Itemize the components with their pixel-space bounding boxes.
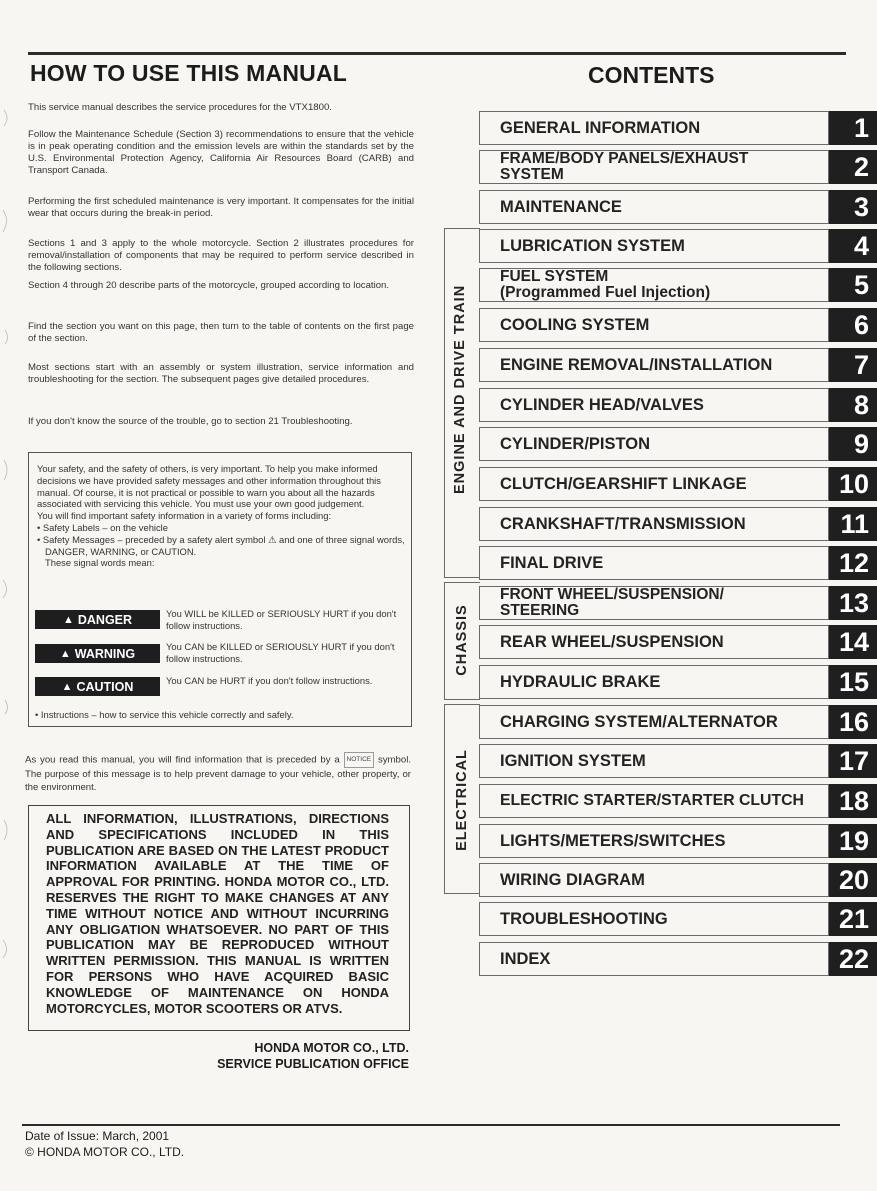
toc-item-1[interactable] <box>479 111 829 145</box>
publisher-office: SERVICE PUBLICATION OFFICE <box>217 1057 409 1071</box>
toc-item-7[interactable] <box>479 348 829 382</box>
toc-number-5[interactable]: 5 <box>829 268 877 302</box>
toc-number-1[interactable]: 1 <box>829 111 877 145</box>
group-label-engine: ENGINE AND DRIVE TRAIN <box>452 284 468 494</box>
toc-title: HYDRAULIC BRAKE <box>500 672 661 691</box>
safety-bullet-messages: • Safety Messages – preceded by a safety alert symbol ⚠ and one of three signal words, DANGER, WARNING, or CAUTION. <box>37 533 405 557</box>
alert-triangle-icon: ▲ <box>61 680 73 693</box>
instructions-note: • Instructions – how to service this vehicle correctly and safely. <box>35 709 294 720</box>
toc-number-12[interactable]: 12 <box>829 546 877 580</box>
troubleshooting-paragraph: If you don't know the source of the trouble, go to section 21 Troubleshooting. <box>28 416 353 427</box>
manual-heading: HOW TO USE THIS MANUAL <box>30 60 348 86</box>
toc-item-9[interactable] <box>479 427 829 461</box>
toc-number-7[interactable]: 7 <box>829 348 877 382</box>
caution-description: You CAN be HURT if you don't follow instructions. <box>166 675 373 686</box>
toc-item-14[interactable] <box>479 625 829 659</box>
danger-badge <box>35 610 160 629</box>
toc-number-19[interactable]: 19 <box>829 824 877 858</box>
caution-label: CAUTION <box>76 679 134 694</box>
toc-title: CRANKSHAFT/TRANSMISSION <box>500 514 746 533</box>
toc-item-21[interactable] <box>479 902 829 936</box>
toc-title: IGNITION SYSTEM <box>500 751 646 770</box>
toc-title-line2: STEERING <box>500 602 580 619</box>
warning-badge <box>35 644 160 663</box>
group-label-chassis: CHASSIS <box>454 604 470 676</box>
toc-title: FRAME/BODY PANELS/EXHAUST <box>500 150 749 167</box>
toc-title-line2: SYSTEM <box>500 166 564 183</box>
sections-location-paragraph: Section 4 through 20 describe parts of the motorcycle, grouped according to location. <box>28 280 390 291</box>
toc-item-22[interactable] <box>479 942 829 976</box>
toc-title: ELECTRIC STARTER/STARTER CLUTCH <box>500 792 804 809</box>
toc-item-13[interactable] <box>479 586 829 620</box>
notice-text-before: As you read this manual, you will find information that is preceded by a <box>25 754 340 766</box>
danger-label: DANGER <box>77 612 133 627</box>
section-structure-paragraph: Most sections start with an assembly or system illustration, service information and troubleshooting for the section. The subsequent pages give detailed procedures. <box>28 362 414 385</box>
issue-date: Date of Issue: March, 2001 <box>25 1129 170 1143</box>
safety-bullet-labels: • Safety Labels – on the vehicle <box>37 521 168 533</box>
group-label-electrical: ELECTRICAL <box>454 749 470 851</box>
toc-title: WIRING DIAGRAM <box>500 870 645 889</box>
toc-title: GENERAL INFORMATION <box>500 118 701 137</box>
toc-title: FRONT WHEEL/SUSPENSION/ <box>500 586 724 603</box>
toc-item-8[interactable] <box>479 388 829 422</box>
toc-number-21[interactable]: 21 <box>829 902 877 936</box>
caution-badge <box>35 677 160 696</box>
intro-paragraph: This service manual describes the service procedures for the VTX1800. <box>28 102 332 113</box>
toc-number-4[interactable]: 4 <box>829 229 877 263</box>
toc-number-6[interactable]: 6 <box>829 308 877 342</box>
top-rule <box>28 52 846 55</box>
toc-item-15[interactable] <box>479 665 829 699</box>
toc-title: CHARGING SYSTEM/ALTERNATOR <box>500 712 778 731</box>
notice-text-after: symbol. The purpose of this message is to help prevent damage to your vehicle, other property, or the environment. <box>25 754 411 793</box>
toc-number-16[interactable]: 16 <box>829 705 877 739</box>
contents-heading: CONTENTS <box>588 62 715 88</box>
toc-title: TROUBLESHOOTING <box>500 909 668 928</box>
toc-title: LUBRICATION SYSTEM <box>500 236 685 255</box>
toc-number-8[interactable]: 8 <box>829 388 877 422</box>
toc-number-20[interactable]: 20 <box>829 863 877 897</box>
find-section-paragraph: Find the section you want on this page, then turn to the table of contents on the first page of the section. <box>28 321 414 344</box>
toc-item-3[interactable] <box>479 190 829 224</box>
toc-item-11[interactable] <box>479 507 829 541</box>
toc-title: FINAL DRIVE <box>500 553 604 572</box>
toc-item-10[interactable] <box>479 467 829 501</box>
safety-box <box>28 452 412 727</box>
toc-number-17[interactable]: 17 <box>829 744 877 778</box>
toc-title: CYLINDER/PISTON <box>500 434 651 453</box>
toc-number-15[interactable]: 15 <box>829 665 877 699</box>
toc-number-2[interactable]: 2 <box>829 150 877 184</box>
toc-title: FUEL SYSTEM <box>500 268 609 285</box>
copyright: © HONDA MOTOR CO., LTD. <box>25 1145 185 1159</box>
toc-number-22[interactable]: 22 <box>829 942 877 976</box>
safety-forms-intro: You will find important safety information in a variety of forms including: <box>37 510 332 522</box>
toc-title: LIGHTS/METERS/SWITCHES <box>500 831 726 850</box>
toc-number-14[interactable]: 14 <box>829 625 877 659</box>
notice-symbol: NOTICE <box>344 752 375 768</box>
toc-number-9[interactable]: 9 <box>829 427 877 461</box>
publisher-block <box>217 1040 409 1072</box>
toc-title: REAR WHEEL/SUSPENSION <box>500 632 724 651</box>
notice-paragraph <box>25 752 411 795</box>
sections-paragraph: Sections 1 and 3 apply to the whole motorcycle. Section 2 illustrates procedures for removal/installation of components that may be required to perform service described in the following sections. <box>28 238 414 273</box>
toc-item-5[interactable] <box>479 268 829 302</box>
danger-description: You WILL be KILLED or SERIOUSLY HURT if you don't follow instructions. <box>166 608 397 631</box>
toc-title-line2: (Programmed Fuel Injection) <box>500 284 711 301</box>
toc-title: CYLINDER HEAD/VALVES <box>500 395 704 414</box>
toc-title: MAINTENANCE <box>500 197 622 216</box>
alert-triangle-icon: ▲ <box>59 647 71 660</box>
toc-item-2[interactable] <box>479 150 829 184</box>
toc-number-18[interactable]: 18 <box>829 784 877 818</box>
toc-item-18[interactable] <box>479 784 829 818</box>
toc-item-16[interactable] <box>479 705 829 739</box>
publisher-company: HONDA MOTOR CO., LTD. <box>254 1041 409 1055</box>
toc-item-19[interactable] <box>479 824 829 858</box>
first-maintenance-paragraph: Performing the first scheduled maintenance is very important. It compensates for the initial wear that occurs during the break-in period. <box>28 196 414 219</box>
toc-item-20[interactable] <box>479 863 829 897</box>
disclaimer-text: ALL INFORMATION, ILLUSTRATIONS, DIRECTIONS AND SPECIFICATIONS INCLUDED IN THIS PUBLICATION ARE BASED ON THE LATEST PRODUCT INFORMATION AVAILABLE AT THE TIME OF APPROVAL FOR PRINTING. HONDA MOTOR CO., LTD. RESERVES THE RIGHT TO MAKE CHANGES AT ANY TIME WITHOUT NOTICE AND WITHOUT INCURRING ANY OBLIGATION WHATSOEVER. NO PART OF THIS PUBLICATION MAY BE REPRODUCED WITHOUT WRITTEN PERMISSION. THIS MANUAL IS WRITTEN FOR PERSONS WHO HAVE ACQUIRED BASIC KNOWLEDGE OF MAINTENANCE ON HONDA MOTORCYCLES, MOTOR SCOOTERS OR ATVS. <box>46 811 389 1016</box>
toc-number-3[interactable]: 3 <box>829 190 877 224</box>
toc-item-17[interactable] <box>479 744 829 778</box>
warning-label: WARNING <box>74 646 136 661</box>
safety-text <box>37 463 405 569</box>
alert-triangle-icon: ▲ <box>62 613 74 626</box>
warning-description: You CAN be KILLED or SERIOUSLY HURT if you don't follow instructions. <box>166 641 395 664</box>
maintenance-paragraph: Follow the Maintenance Schedule (Section 3) recommendations to ensure that the vehicle is in peak operating condition and the emission levels are within the standards set by the U.S. Environmental Protection Agency, California Air Resources Board (CARB) and Transport Canada. <box>28 129 414 176</box>
toc-title: ENGINE REMOVAL/INSTALLATION <box>500 355 773 374</box>
margin-binding-marks <box>0 100 14 1050</box>
toc-title: CLUTCH/GEARSHIFT LINKAGE <box>500 474 747 493</box>
safety-intro: Your safety, and the safety of others, is very important. To help you make informed decisions we have provided safety messages and other information throughout this manual. Of course, it is not practical or possible to warn you about all the hazards associated with servicing this vehicle. You must use your own good judgement. <box>37 463 381 510</box>
toc-number-10[interactable]: 10 <box>829 467 877 501</box>
bottom-rule <box>22 1124 840 1126</box>
toc-item-6[interactable] <box>479 308 829 342</box>
disclaimer-box <box>28 805 410 1031</box>
toc-number-13[interactable]: 13 <box>829 586 877 620</box>
toc-title: COOLING SYSTEM <box>500 315 650 334</box>
signal-words-note: These signal words mean: <box>45 557 155 569</box>
issue-info <box>25 1128 184 1160</box>
toc-number-11[interactable]: 11 <box>829 507 877 541</box>
toc-item-12[interactable] <box>479 546 829 580</box>
toc-title: INDEX <box>500 949 551 968</box>
toc-item-4[interactable] <box>479 229 829 263</box>
